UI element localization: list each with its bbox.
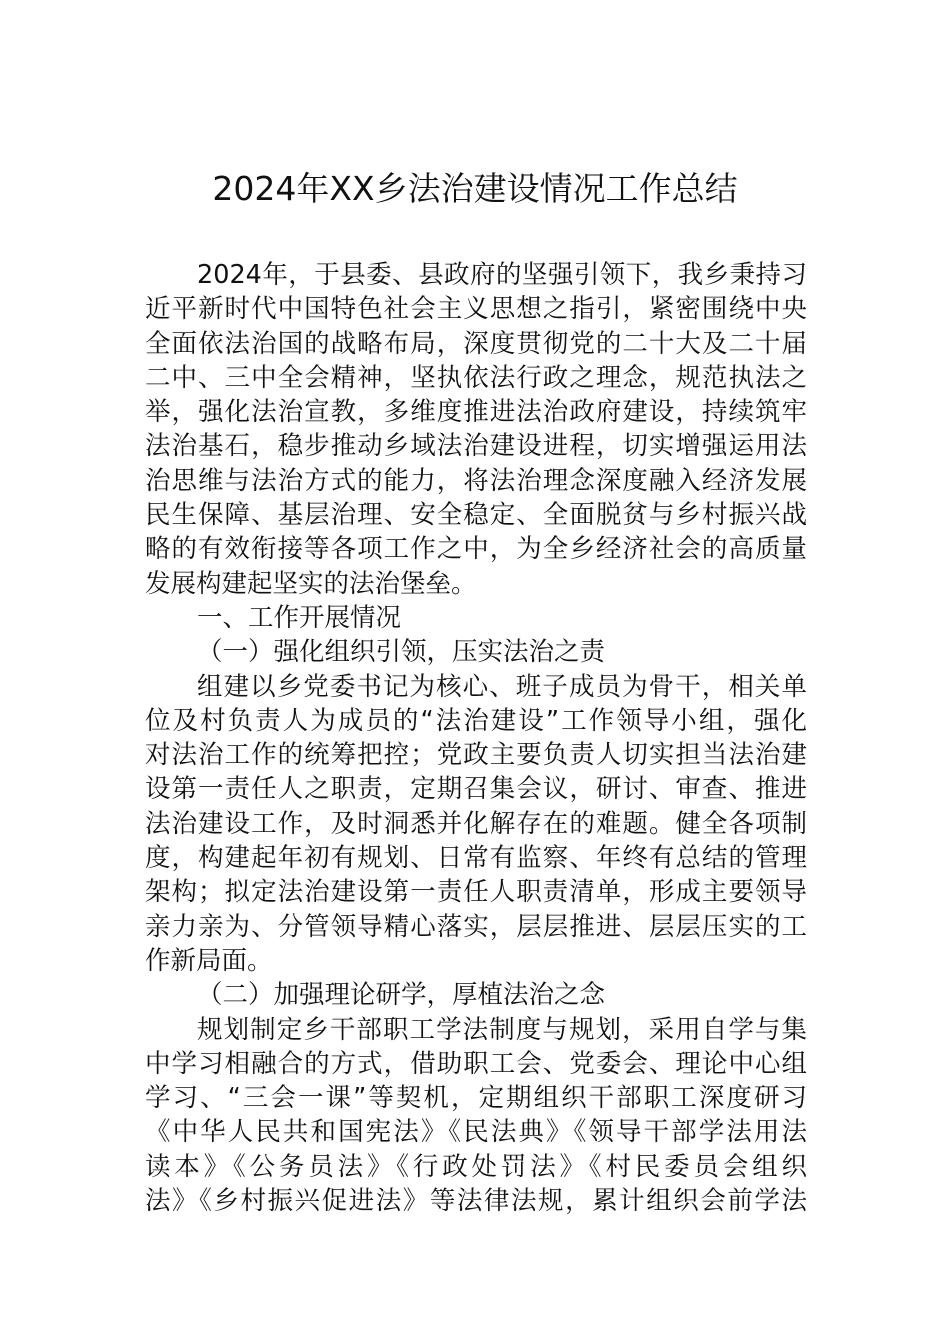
text-line: 一、工作开展情况 xyxy=(197,602,402,633)
text-line: 《中华人民共和国宪法》《民法典》《领导干部学法用法 xyxy=(145,1117,807,1148)
text-line: 设第一责任人之职责，定期召集会议，研讨、审查、推进 xyxy=(145,774,807,805)
text-line: 对法治工作的统筹把控；党政主要负责人切实担当法治建 xyxy=(145,740,807,771)
text-line: 全面依法治国的战略布局，深度贯彻党的二十大及二十届 xyxy=(145,328,807,359)
text-line: 组建以乡党委书记为核心、班子成员为骨干，相关单 xyxy=(197,671,807,702)
text-line: 架构；拟定法治建设第一责任人职责清单，形成主要领导 xyxy=(145,877,807,908)
text-line: 2024年，于县委、县政府的坚强引领下，我乡秉持习 xyxy=(197,260,807,290)
text-line: 学习、“三会一课”等契机，定期组织干部职工深度研习 xyxy=(145,1083,807,1114)
text-line: 中学习相融合的方式，借助职工会、党委会、理论中心组 xyxy=(145,1048,807,1079)
text-line: 近平新时代中国特色社会主义思想之指引，紧密围绕中央 xyxy=(145,294,807,325)
text-line: 治思维与法治方式的能力，将法治理念深度融入经济发展 xyxy=(145,465,807,496)
text-line: 亲力亲为、分管领导精心落实，层层推进、层层压实的工 xyxy=(145,911,807,942)
text-line: 民生保障、基层治理、安全稳定、全面脱贫与乡村振兴战 xyxy=(145,500,807,531)
document-body xyxy=(145,258,807,1218)
text-line: 发展构建起坚实的法治堡垒。 xyxy=(145,568,477,599)
text-line: 法治基石，稳步推动乡域法治建设进程，切实增强运用法 xyxy=(145,431,807,462)
text-line: （二）加强理论研学，厚植法治之念 xyxy=(197,980,606,1011)
text-line: 作新局面。 xyxy=(145,945,273,976)
document-title: 2024年XX乡法治建设情况工作总结 xyxy=(212,169,738,208)
text-line: （一）强化组织引领，压实法治之责 xyxy=(197,637,606,668)
text-line: 法治建设工作，及时洞悉并化解存在的难题。健全各项制 xyxy=(145,808,807,839)
text-line: 二中、三中全会精神，坚执依法行政之理念，规范执法之 xyxy=(145,362,807,393)
text-line: 位及村负责人为成员的“法治建设”工作领导小组，强化 xyxy=(145,705,807,736)
text-line: 规划制定乡干部职工学法制度与规划，采用自学与集 xyxy=(197,1014,807,1045)
text-line: 略的有效衔接等各项工作之中，为全乡经济社会的高质量 xyxy=(145,534,807,565)
text-line: 度，构建起年初有规划、日常有监察、年终有总结的管理 xyxy=(145,843,807,874)
text-line: 读本》《公务员法》《行政处罚法》《村民委员会组织 xyxy=(145,1151,807,1182)
text-line: 法》《乡村振兴促进法》等法律法规，累计组织会前学法 xyxy=(145,1186,807,1217)
text-line: 举，强化法治宣教，多维度推进法治政府建设，持续筑牢 xyxy=(145,397,807,428)
